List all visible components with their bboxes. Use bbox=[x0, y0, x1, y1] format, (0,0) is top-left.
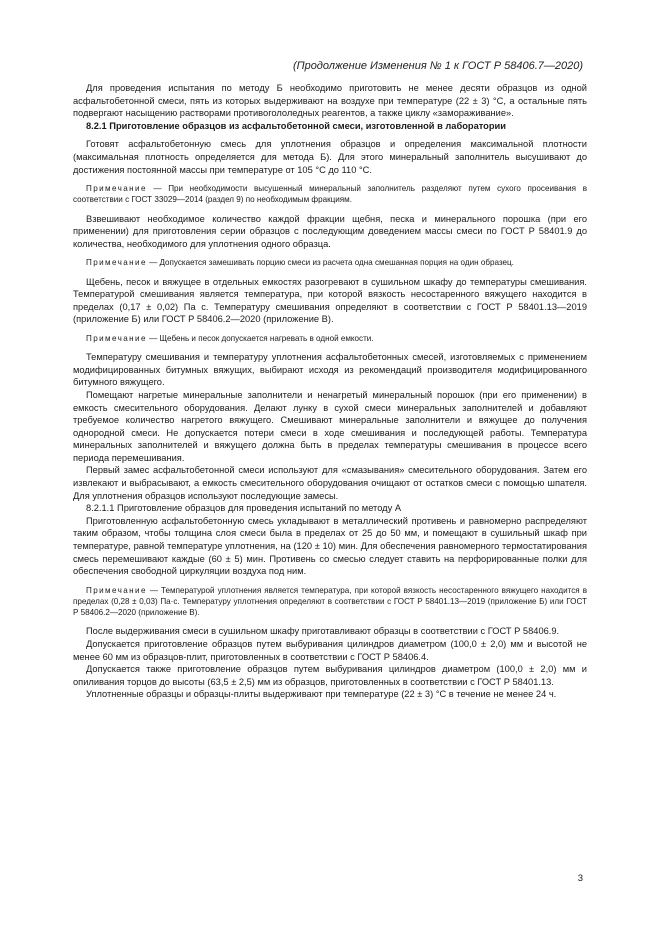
body-paragraph: Для проведения испытания по методу Б необходимо приготовить не менее десяти образцов из одной асфальтобетонной смеси, пять из которых выдерживают на воздухе при температуре (22 ± 3) °С, а остальные пять подвергают насыщению растворами противогололедных реагентов, а также циклу «замораживание». bbox=[73, 83, 587, 119]
note-paragraph bbox=[73, 257, 587, 268]
page-number: 3 bbox=[577, 873, 583, 884]
section-heading: 8.2.1 Приготовление образцов из асфальтобетонной смеси, изготовленной в лаборатории bbox=[86, 120, 506, 131]
note-paragraph bbox=[73, 585, 587, 619]
note-label: Примечание bbox=[86, 333, 147, 343]
body-paragraph: Уплотненные образцы и образцы-плиты выдерживают при температуре (22 ± 3) °С в течение не менее 24 ч. bbox=[86, 689, 557, 700]
body-paragraph: Допускается также приготовление образцов путем выбуривания цилиндров диаметром (100,0 ± 2,0) мм и опиливания торцов до высоты (63,5 ± 2,5) мм из образцов, приготовленных в соответствии с ГОСТ Р 58401.13. bbox=[73, 664, 587, 687]
note-text: — Температурой уплотнения является температура, при которой вязкость несостаренного вяжущего находится в пределах (0,28 ± 0,03) Па·с. Температуру уплотнения определяют в соответствии с ГОСТ Р 58401.13—2019 (приложение Б) или ГОСТ Р 58406.2—2020 (приложение В). bbox=[73, 585, 587, 618]
note-label: Примечание bbox=[86, 184, 147, 194]
note-label: Примечание bbox=[86, 585, 147, 595]
body-paragraph: Приготовленную асфальтобетонную смесь укладывают в металлический противень и равномерно распределяют таким образом, чтобы толщина слоя смеси была в пределах от 25 до 50 мм, и помещают в сушильный шкаф при температуре, равной температуре уплотнения, на (120 ± 10) мин. Для обеспечения равномерного термостатирования смесь перемешивают каждые (60 ± 5) мин. Противень со смесью следует ставить на перфорированные полки для обеспечения свободной циркуляции воздуха под ним. bbox=[73, 515, 587, 577]
page-header: (Продолжение Изменения № 1 к ГОСТ Р 58406.7—2020) bbox=[292, 60, 583, 72]
body-paragraph: Первый замес асфальтобетонной смеси используют для «смазывания» смесительного оборудования. Затем его извлекают и выбрасывают, а емкость смесительного оборудования очищают от остатков смеси с помощью шпателя. Для уплотнения образцов используют последующие замесы. bbox=[73, 465, 587, 501]
body-paragraph: Щебень, песок и вяжущее в отдельных емкостях разогревают в сушильном шкафу до температуры смешивания. Температурой смешивания является температура, при которой вязкость несостаренного вяжущего находится в пределах (0,17 ± 0,02) Па с. Температуру смешивания определяют в соответствии с ГОСТ Р 58401.13—2019 (приложение Б) или ГОСТ Р 58406.2—2020 (приложение В). bbox=[73, 276, 587, 325]
note-text: — Щебень и песок допускается нагревать в одной емкости. bbox=[146, 333, 374, 343]
note-paragraph bbox=[73, 333, 587, 344]
body-paragraph: 8.2.1.1 Приготовление образцов для проведения испытаний по методу А bbox=[86, 503, 402, 514]
body-paragraph: Допускается приготовление образцов путем выбуривания цилиндров диаметром (100,0 ± 2,0) мм и высотой не менее 60 мм из образцов-плит, приготовленных в соответствии с ГОСТ Р 58406.4. bbox=[73, 639, 587, 662]
body-paragraph: После выдерживания смеси в сушильном шкафу приготавливают образцы в соответствии с ГОСТ Р 58406.9. bbox=[86, 626, 560, 637]
body-paragraph: Взвешивают необходимое количество каждой фракции щебня, песка и минерального порошка (при его применении) для приготовления серии образцов с последующим доведением массы смеси по ГОСТ Р 58401.9 до количества, необходимого для уплотнения одного образца. bbox=[73, 213, 587, 249]
body-paragraph: Температуру смешивания и температуру уплотнения асфальтобетонных смесей, изготовляемых с применением модифицированных битумных вяжущих, выбирают исходя из рекомендаций производителя модифицированного битумного вяжущего. bbox=[73, 352, 587, 388]
note-text: — При необходимости высушенный минеральный заполнитель разделяют путем сухого просеивания в соответствии с ГОСТ 33029—2014 (раздел 9) по необходимым фракциям. bbox=[73, 184, 587, 205]
note-label: Примечание bbox=[86, 258, 147, 268]
document-body bbox=[73, 82, 587, 701]
note-paragraph bbox=[73, 183, 587, 205]
note-text: — Допускается замешивать порцию смеси из расчета одна смешанная порция на один образец. bbox=[146, 258, 514, 268]
body-paragraph: Готовят асфальтобетонную смесь для уплотнения образцов и определения максимальной плотности (максимальная плотность определяется для метода Б). Для этого минеральный заполнитель высушивают до достижения постоянной массы при температуре от 105 °С до 110 °С. bbox=[73, 139, 587, 175]
body-paragraph: Помещают нагретые минеральные заполнители и ненагретый минеральный порошок (при его применении) в емкость смесительного оборудования. Делают лунку в сухой смеси минеральных заполнителей и добавляют требуемое количество нагретого вяжущего. Смешивают минеральные заполнители и вяжущее до получения однородной смеси. Не допускается потери смеси в ходе смешивания и последующей работы. Температура минеральных заполнителей и вяжущего должна быть в пределах температуры смешивания в процессе всего периода перемешивания. bbox=[73, 389, 587, 463]
